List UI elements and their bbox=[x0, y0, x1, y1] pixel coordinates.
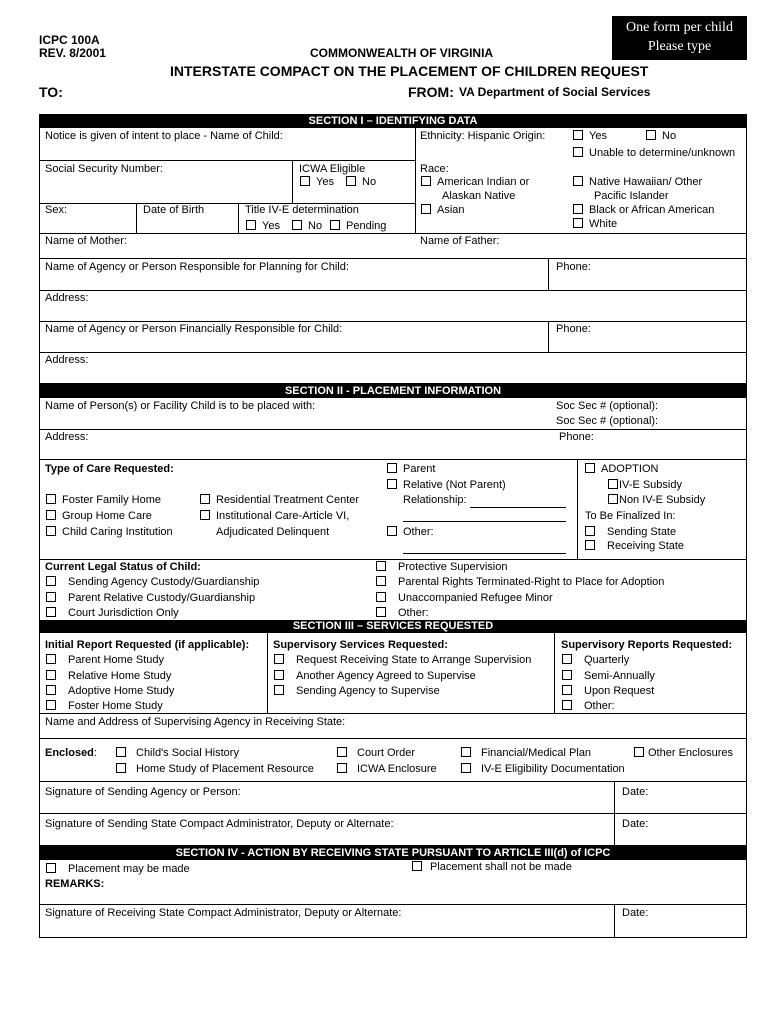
checkbox-icon bbox=[421, 204, 431, 214]
legal-refugee-checkbox[interactable] bbox=[376, 592, 553, 605]
option-label: Protective Supervision bbox=[398, 561, 508, 573]
enclosed-text: Enclosed bbox=[45, 747, 94, 759]
checkbox-icon bbox=[46, 592, 56, 602]
instruction-line-2: Please type bbox=[647, 39, 712, 54]
option-label: Court Jurisdiction Only bbox=[68, 607, 179, 619]
race-asian-checkbox[interactable] bbox=[421, 204, 465, 217]
option-label: American Indian or bbox=[437, 176, 530, 188]
checkbox-icon bbox=[46, 654, 56, 664]
enc-home-study-checkbox[interactable] bbox=[116, 763, 314, 776]
checkbox-icon bbox=[376, 592, 386, 602]
care-other-checkbox[interactable] bbox=[387, 526, 434, 539]
form-title: INTERSTATE COMPACT ON THE PLACEMENT OF CHILDREN REQUEST bbox=[170, 63, 649, 79]
checkbox-icon bbox=[116, 747, 126, 757]
checkbox-icon bbox=[421, 176, 431, 186]
option-label: Other: bbox=[403, 526, 434, 538]
checkbox-icon bbox=[337, 747, 347, 757]
checkbox-icon bbox=[46, 526, 56, 536]
option-label: Unaccompanied Refugee Minor bbox=[398, 592, 553, 604]
legal-sending-custody-checkbox[interactable] bbox=[46, 576, 259, 589]
receiving-admin-date-field[interactable]: Date: bbox=[622, 907, 649, 919]
legal-parent-relative-checkbox[interactable] bbox=[46, 592, 255, 605]
checkbox-icon bbox=[274, 685, 284, 695]
sup-arrange-checkbox[interactable] bbox=[274, 654, 531, 667]
option-label: ADOPTION bbox=[601, 463, 659, 475]
option-label: Group Home Care bbox=[62, 510, 152, 522]
checkbox-icon bbox=[376, 576, 386, 586]
care-childcaring-checkbox[interactable] bbox=[46, 526, 173, 539]
init-relative-checkbox[interactable] bbox=[46, 670, 171, 683]
legal-parental-rights-checkbox[interactable] bbox=[376, 576, 664, 589]
checkbox-icon bbox=[46, 494, 56, 504]
option-label: Residential Treatment Center bbox=[216, 494, 360, 506]
soc-sec-field-2[interactable]: Soc Sec # (optional): bbox=[556, 415, 659, 427]
option-label: No bbox=[662, 130, 677, 142]
checkbox-icon bbox=[46, 670, 56, 680]
finalized-label: To Be Finalized In: bbox=[585, 510, 676, 522]
checkbox-icon bbox=[646, 130, 656, 140]
form-revision: REV. 8/2001 bbox=[39, 46, 106, 60]
rep-semiannual-checkbox[interactable] bbox=[562, 670, 655, 683]
option-label: No bbox=[308, 220, 323, 232]
placement-phone-field[interactable]: Phone: bbox=[559, 431, 594, 443]
enc-court-order-checkbox[interactable] bbox=[337, 747, 415, 760]
option-label: Quarterly bbox=[584, 654, 630, 666]
checkbox-icon bbox=[346, 176, 356, 186]
checkbox-icon bbox=[387, 463, 397, 473]
checkbox-icon bbox=[200, 510, 210, 520]
section-2-heading: SECTION II - PLACEMENT INFORMATION bbox=[39, 384, 747, 398]
race-american-indian-line2: Alaskan Native bbox=[442, 190, 516, 202]
option-label: Parent Relative Custody/Guardianship bbox=[68, 592, 256, 604]
option-label: Adoptive Home Study bbox=[68, 685, 175, 697]
option-label: Home Study of Placement Resource bbox=[136, 763, 314, 775]
race-native-hawaiian-checkbox[interactable] bbox=[573, 176, 702, 189]
section-3-heading: SECTION III – SERVICES REQUESTED bbox=[39, 620, 747, 633]
legal-protective-checkbox[interactable] bbox=[376, 561, 507, 574]
care-relative-checkbox[interactable] bbox=[387, 479, 506, 492]
care-adjudicated-label: Adjudicated Delinquent bbox=[216, 526, 330, 538]
option-label: Asian bbox=[437, 204, 465, 216]
checkbox-icon bbox=[573, 218, 583, 228]
option-label: Foster Family Home bbox=[62, 494, 162, 506]
checkbox-icon bbox=[376, 607, 386, 617]
icwa-no-checkbox[interactable] bbox=[346, 176, 376, 189]
checkbox-icon bbox=[46, 607, 56, 617]
option-label: Sending Agency Custody/Guardianship bbox=[68, 576, 260, 588]
checkbox-icon bbox=[246, 220, 256, 230]
planning-agency-field[interactable]: Name of Agency or Person Responsible for Planning for Child: bbox=[45, 261, 349, 273]
checkbox-icon bbox=[634, 747, 644, 757]
from-label: FROM: bbox=[408, 84, 454, 100]
ssn-field[interactable]: Social Security Number: bbox=[45, 163, 163, 175]
sex-field[interactable]: Sex: bbox=[45, 204, 68, 216]
placement-persons-field[interactable]: Name of Person(s) or Facility Child is to be placed with: bbox=[45, 400, 316, 412]
rep-upon-request-checkbox[interactable] bbox=[562, 685, 654, 698]
child-name-field[interactable]: Notice is given of intent to place - Name of Child: bbox=[45, 130, 283, 142]
financial-phone-field[interactable]: Phone: bbox=[556, 323, 591, 335]
enc-financial-checkbox[interactable] bbox=[461, 747, 591, 760]
option-label: Parent bbox=[403, 463, 436, 475]
enc-icwa-checkbox[interactable] bbox=[337, 763, 437, 776]
sending-admin-date-field[interactable]: Date: bbox=[622, 818, 649, 830]
option-label: Placement shall not be made bbox=[430, 861, 572, 873]
form-id: ICPC 100A bbox=[39, 33, 100, 47]
placement-shall-not-be-made-checkbox[interactable] bbox=[412, 861, 572, 874]
to-label: TO: bbox=[39, 84, 63, 100]
option-label: Pending bbox=[346, 220, 387, 232]
soc-sec-field-1[interactable]: Soc Sec # (optional): bbox=[556, 400, 659, 412]
legal-other-checkbox[interactable] bbox=[376, 607, 429, 620]
father-name-field[interactable]: Name of Father: bbox=[420, 235, 500, 247]
option-label: Yes bbox=[589, 130, 607, 142]
option-label: Request Receiving State to Arrange Supervision bbox=[296, 654, 532, 666]
checkbox-icon bbox=[46, 685, 56, 695]
icwa-yes-checkbox[interactable] bbox=[300, 176, 334, 189]
checkbox-icon bbox=[376, 561, 386, 571]
option-label: Sending State bbox=[607, 526, 677, 538]
checkbox-icon bbox=[562, 654, 572, 664]
option-label: Receiving State bbox=[607, 540, 685, 552]
financial-address-field[interactable]: Address: bbox=[45, 354, 89, 366]
checkbox-icon bbox=[573, 147, 583, 157]
option-label: Yes bbox=[262, 220, 280, 232]
checkbox-icon bbox=[573, 130, 583, 140]
section-4-heading: SECTION IV - ACTION BY RECEIVING STATE PURSUANT TO ARTICLE III(d) of ICPC bbox=[39, 846, 747, 860]
checkbox-icon bbox=[608, 494, 618, 504]
checkbox-icon bbox=[274, 654, 284, 664]
ethnicity-label: Ethnicity: Hispanic Origin: bbox=[420, 130, 546, 142]
race-black-checkbox[interactable] bbox=[573, 204, 714, 217]
checkbox-icon bbox=[46, 700, 56, 710]
checkbox-icon bbox=[292, 220, 302, 230]
adoption-checkbox[interactable] bbox=[585, 463, 658, 476]
sending-agency-date-field[interactable]: Date: bbox=[622, 786, 649, 798]
enclosed-label: Enclosed: bbox=[45, 747, 97, 759]
finalize-sending-checkbox[interactable] bbox=[585, 526, 676, 539]
option-label: Semi-Annually bbox=[584, 670, 655, 682]
checkbox-icon bbox=[46, 863, 56, 873]
option-label: Institutional Care-Article VI, bbox=[216, 510, 350, 522]
care-group-checkbox[interactable] bbox=[46, 510, 152, 523]
supervisory-reports-label: Supervisory Reports Requested: bbox=[561, 639, 733, 651]
option-label: IV-E Subsidy bbox=[619, 479, 682, 491]
legal-status-label: Current Legal Status of Child: bbox=[45, 561, 201, 573]
option-label: Child's Social History bbox=[136, 747, 239, 759]
hispanic-no-checkbox[interactable] bbox=[646, 130, 676, 143]
sending-admin-signature-field[interactable]: Signature of Sending State Compact Administrator, Deputy or Alternate: bbox=[45, 818, 394, 830]
init-adoptive-checkbox[interactable] bbox=[46, 685, 174, 698]
option-label: Financial/Medical Plan bbox=[481, 747, 592, 759]
checkbox-icon bbox=[412, 861, 422, 871]
init-parent-checkbox[interactable] bbox=[46, 654, 164, 667]
state-name: COMMONWEALTH OF VIRGINIA bbox=[310, 46, 494, 60]
planning-phone-field[interactable]: Phone: bbox=[556, 261, 591, 273]
option-label: Unable to determine/unknown bbox=[589, 147, 736, 159]
option-label: Black or African American bbox=[589, 204, 715, 216]
checkbox-icon bbox=[330, 220, 340, 230]
dob-field[interactable]: Date of Birth bbox=[143, 204, 205, 216]
race-native-hawaiian-line2: Pacific Islander bbox=[594, 190, 669, 202]
sup-sending-agency-checkbox[interactable] bbox=[274, 685, 440, 698]
option-label: Non IV-E Subsidy bbox=[619, 494, 706, 506]
planning-address-field[interactable]: Address: bbox=[45, 292, 89, 304]
enc-other-checkbox[interactable] bbox=[634, 747, 733, 760]
section-1-heading: SECTION I – IDENTIFYING DATA bbox=[39, 114, 747, 128]
checkbox-icon bbox=[46, 510, 56, 520]
legal-court-jurisdiction-checkbox[interactable] bbox=[46, 607, 179, 620]
race-american-indian-checkbox[interactable] bbox=[421, 176, 529, 189]
non-ive-subsidy-checkbox[interactable] bbox=[608, 494, 705, 507]
option-label: Relative (Not Parent) bbox=[403, 479, 506, 491]
option-label: IV-E Eligibility Documentation bbox=[481, 763, 625, 775]
title-ive-pending-checkbox[interactable] bbox=[330, 220, 386, 233]
from-value: VA Department of Social Services bbox=[459, 85, 651, 99]
title-ive-label: Title IV-E determination bbox=[245, 204, 359, 216]
option-label: Other: bbox=[398, 607, 429, 619]
option-label: Another Agency Agreed to Supervise bbox=[296, 670, 476, 682]
option-label: Court Order bbox=[357, 747, 416, 759]
care-foster-checkbox[interactable] bbox=[46, 494, 161, 507]
option-label: Relative Home Study bbox=[68, 670, 172, 682]
title-ive-yes-checkbox[interactable] bbox=[246, 220, 280, 233]
option-label: Native Hawaiian/ Other bbox=[589, 176, 703, 188]
option-label: Parent Home Study bbox=[68, 654, 164, 666]
option-label: Placement may be made bbox=[68, 863, 190, 875]
enc-ive-checkbox[interactable] bbox=[461, 763, 625, 776]
relationship-field[interactable]: Relationship: bbox=[403, 494, 467, 506]
care-institutional-checkbox[interactable] bbox=[200, 510, 349, 523]
option-label: White bbox=[589, 218, 618, 230]
init-foster-checkbox[interactable] bbox=[46, 700, 163, 713]
supervising-agency-field[interactable]: Name and Address of Supervising Agency in Receiving State: bbox=[45, 716, 346, 728]
checkbox-icon bbox=[387, 526, 397, 536]
checkbox-icon bbox=[585, 540, 595, 550]
option-label: Parental Rights Terminated-Right to Place for Adoption bbox=[398, 576, 665, 588]
option-label: ICWA Enclosure bbox=[357, 763, 437, 775]
option-label: Other: bbox=[584, 700, 615, 712]
checkbox-icon bbox=[585, 526, 595, 536]
finalize-receiving-checkbox[interactable] bbox=[585, 540, 684, 553]
option-label: Yes bbox=[316, 176, 334, 188]
supervisory-services-label: Supervisory Services Requested: bbox=[273, 639, 448, 651]
checkbox-icon bbox=[573, 176, 583, 186]
option-label: Foster Home Study bbox=[68, 700, 163, 712]
race-label: Race: bbox=[420, 163, 449, 175]
option-label: Sending Agency to Supervise bbox=[296, 685, 440, 697]
rep-other-checkbox[interactable] bbox=[562, 700, 615, 713]
checkbox-icon bbox=[116, 763, 126, 773]
enc-social-history-checkbox[interactable] bbox=[116, 747, 239, 760]
hispanic-yes-checkbox[interactable] bbox=[573, 130, 607, 143]
title-ive-no-checkbox[interactable] bbox=[292, 220, 322, 233]
placement-may-be-made-checkbox[interactable] bbox=[46, 863, 190, 876]
checkbox-icon bbox=[461, 763, 471, 773]
mother-name-field[interactable]: Name of Mother: bbox=[45, 235, 127, 247]
financial-agency-field[interactable]: Name of Agency or Person Financially Responsible for Child: bbox=[45, 323, 343, 335]
checkbox-icon bbox=[562, 670, 572, 680]
icwa-label: ICWA Eligible bbox=[299, 163, 366, 175]
race-white-checkbox[interactable] bbox=[573, 218, 617, 231]
hispanic-unknown-checkbox[interactable] bbox=[573, 147, 735, 160]
checkbox-icon bbox=[562, 685, 572, 695]
checkbox-icon bbox=[562, 700, 572, 710]
checkbox-icon bbox=[46, 576, 56, 586]
sending-agency-signature-field[interactable]: Signature of Sending Agency or Person: bbox=[45, 786, 241, 798]
option-label: Upon Request bbox=[584, 685, 655, 697]
checkbox-icon bbox=[337, 763, 347, 773]
care-residential-checkbox[interactable] bbox=[200, 494, 359, 507]
option-label: Child Caring Institution bbox=[62, 526, 173, 538]
checkbox-icon bbox=[608, 479, 618, 489]
ive-subsidy-checkbox[interactable] bbox=[608, 479, 682, 492]
rep-quarterly-checkbox[interactable] bbox=[562, 654, 629, 667]
care-type-label: Type of Care Requested: bbox=[45, 463, 174, 475]
option-label: No bbox=[362, 176, 377, 188]
checkbox-icon bbox=[274, 670, 284, 680]
initial-report-label: Initial Report Requested (if applicable): bbox=[45, 639, 250, 651]
care-parent-checkbox[interactable] bbox=[387, 463, 435, 476]
checkbox-icon bbox=[300, 176, 310, 186]
checkbox-icon bbox=[585, 463, 595, 473]
checkbox-icon bbox=[461, 747, 471, 757]
instruction-box bbox=[612, 16, 747, 60]
option-label: Other Enclosures bbox=[648, 747, 733, 759]
instruction-line-1: One form per child bbox=[626, 20, 733, 35]
checkbox-icon bbox=[387, 479, 397, 489]
placement-address-field[interactable]: Address: bbox=[45, 431, 89, 443]
sup-another-agency-checkbox[interactable] bbox=[274, 670, 476, 683]
checkbox-icon bbox=[200, 494, 210, 504]
checkbox-icon bbox=[573, 204, 583, 214]
remarks-field[interactable]: REMARKS: bbox=[45, 878, 105, 890]
receiving-admin-signature-field[interactable]: Signature of Receiving State Compact Administrator, Deputy or Alternate: bbox=[45, 907, 402, 919]
